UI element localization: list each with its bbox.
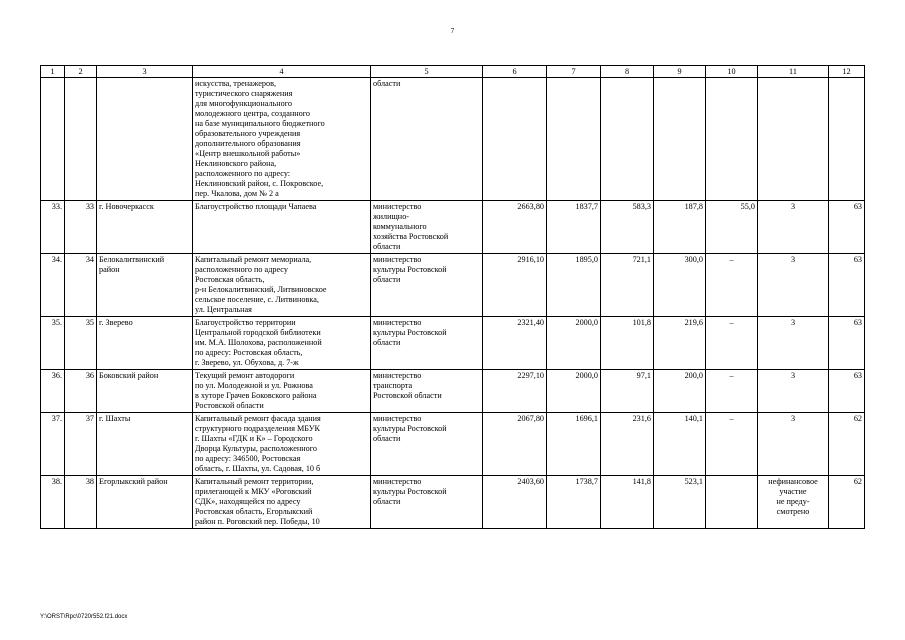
score-cell: 63 bbox=[829, 201, 865, 254]
column-header: 5 bbox=[371, 66, 483, 78]
extra-funds-cell: 140,1 bbox=[654, 413, 706, 476]
score-cell: 63 bbox=[829, 370, 865, 413]
participation-cell: 3 bbox=[758, 317, 829, 370]
local-budget-cell: 141,8 bbox=[601, 476, 654, 529]
total-amount-cell: 2297,10 bbox=[483, 370, 547, 413]
regional-budget-cell: 2000,0 bbox=[547, 317, 601, 370]
row-index-cell: 38 bbox=[65, 476, 97, 529]
local-budget-cell: 721,1 bbox=[601, 254, 654, 317]
participation-cell: нефинансовое участие не преду- смотрено bbox=[758, 476, 829, 529]
ministry-cell: министерство культуры Ростовской области bbox=[371, 317, 483, 370]
row-number-cell: 38. bbox=[41, 476, 65, 529]
local-budget-cell: 231,6 bbox=[601, 413, 654, 476]
column-header: 4 bbox=[193, 66, 371, 78]
project-description-cell: Благоустройство площади Чапаева bbox=[193, 201, 371, 254]
other-funds-cell: – bbox=[706, 317, 758, 370]
municipality-cell: Боковский район bbox=[97, 370, 193, 413]
extra-funds-cell: 219,6 bbox=[654, 317, 706, 370]
total-amount-cell bbox=[483, 78, 547, 201]
participation-cell bbox=[758, 78, 829, 201]
table-row bbox=[41, 370, 865, 413]
other-funds-cell: – bbox=[706, 413, 758, 476]
table-row bbox=[41, 78, 865, 201]
total-amount-cell: 2321,40 bbox=[483, 317, 547, 370]
row-number-cell: 35. bbox=[41, 317, 65, 370]
other-funds-cell: – bbox=[706, 254, 758, 317]
column-header: 7 bbox=[547, 66, 601, 78]
column-header: 3 bbox=[97, 66, 193, 78]
municipality-cell: Белокалитвинский район bbox=[97, 254, 193, 317]
total-amount-cell: 2663,80 bbox=[483, 201, 547, 254]
column-header: 2 bbox=[65, 66, 97, 78]
project-description-cell: Капитальный ремонт территории, прилегающей к МКУ «Роговский СДК», находящейся по адресу Ростовская область, Егорлыкский район п. Роговский пер. Победы, 10 bbox=[193, 476, 371, 529]
row-number-cell bbox=[41, 78, 65, 201]
header-row bbox=[41, 66, 865, 78]
municipality-cell: г. Зверево bbox=[97, 317, 193, 370]
row-index-cell: 36 bbox=[65, 370, 97, 413]
table-row bbox=[41, 254, 865, 317]
column-header: 6 bbox=[483, 66, 547, 78]
project-description-cell: Капитальный ремонт мемориала, расположенного по адресу Ростовская область, р-н Белокалитвинский, Литвиновское сельское поселение, с. Литвиновка, ул. Центральная bbox=[193, 254, 371, 317]
other-funds-cell bbox=[706, 476, 758, 529]
row-number-cell: 34. bbox=[41, 254, 65, 317]
table-row bbox=[41, 201, 865, 254]
row-index-cell bbox=[65, 78, 97, 201]
score-cell: 63 bbox=[829, 254, 865, 317]
column-header: 11 bbox=[758, 66, 829, 78]
total-amount-cell: 2916,10 bbox=[483, 254, 547, 317]
ministry-cell: министерство культуры Ростовской области bbox=[371, 476, 483, 529]
column-header: 1 bbox=[41, 66, 65, 78]
column-header: 9 bbox=[654, 66, 706, 78]
ministry-cell: министерство жилищно- коммунального хозяйства Ростовской области bbox=[371, 201, 483, 254]
ministry-cell: области bbox=[371, 78, 483, 201]
ministry-cell: министерство культуры Ростовской области bbox=[371, 413, 483, 476]
local-budget-cell bbox=[601, 78, 654, 201]
participation-cell: 3 bbox=[758, 201, 829, 254]
file-path-footer: Y:\ORST\Rpc\0720r552.f21.docx bbox=[40, 614, 128, 620]
project-description-cell: искусства, тренажеров, туристического снаряжения для многофункционального молодежного центра, созданного на базе муниципального бюджетного образовательного учреждения дополнительного образования «Центр внешкольной работы» Неклиновского района, расположенного по адресу: Неклиновский район, с. Покровское, пер. Чкалова, дом № 2 а bbox=[193, 78, 371, 201]
row-number-cell: 36. bbox=[41, 370, 65, 413]
participation-cell: 3 bbox=[758, 370, 829, 413]
row-index-cell: 33 bbox=[65, 201, 97, 254]
table-row bbox=[41, 317, 865, 370]
regional-budget-cell: 1837,7 bbox=[547, 201, 601, 254]
local-budget-cell: 101,8 bbox=[601, 317, 654, 370]
project-description-cell: Капитальный ремонт фасада здания структурного подразделения МБУК г. Шахты «ГДК и К» – Городского Дворца Культуры, расположенного по адресу: 346500, Ростовская область, г. Шахты, ул. Садовая, 10 б bbox=[193, 413, 371, 476]
participation-cell: 3 bbox=[758, 413, 829, 476]
ministry-cell: министерство транспорта Ростовской области bbox=[371, 370, 483, 413]
other-funds-cell: – bbox=[706, 370, 758, 413]
table-row bbox=[41, 413, 865, 476]
regional-budget-cell: 1895,0 bbox=[547, 254, 601, 317]
extra-funds-cell: 523,1 bbox=[654, 476, 706, 529]
participation-cell: 3 bbox=[758, 254, 829, 317]
municipality-cell: г. Шахты bbox=[97, 413, 193, 476]
row-index-cell: 37 bbox=[65, 413, 97, 476]
page-number: 7 bbox=[450, 27, 455, 35]
ministry-cell: министерство культуры Ростовской области bbox=[371, 254, 483, 317]
score-cell: 63 bbox=[829, 317, 865, 370]
extra-funds-cell: 300,0 bbox=[654, 254, 706, 317]
table-row bbox=[41, 476, 865, 529]
regional-budget-cell: 2000,0 bbox=[547, 370, 601, 413]
row-index-cell: 34 bbox=[65, 254, 97, 317]
project-description-cell: Благоустройство территории Центральной городской библиотеки им. М.А. Шолохова, расположенной по адресу: Ростовская область, г. Зверево, ул. Обухова, д. 7-ж bbox=[193, 317, 371, 370]
column-header: 8 bbox=[601, 66, 654, 78]
regional-budget-cell bbox=[547, 78, 601, 201]
other-funds-cell bbox=[706, 78, 758, 201]
data-table bbox=[40, 65, 865, 529]
extra-funds-cell: 187,8 bbox=[654, 201, 706, 254]
regional-budget-cell: 1696,1 bbox=[547, 413, 601, 476]
row-number-cell: 37. bbox=[41, 413, 65, 476]
regional-budget-cell: 1738,7 bbox=[547, 476, 601, 529]
total-amount-cell: 2403,60 bbox=[483, 476, 547, 529]
municipality-cell: Егорлыкский район bbox=[97, 476, 193, 529]
score-cell: 62 bbox=[829, 413, 865, 476]
extra-funds-cell: 200,0 bbox=[654, 370, 706, 413]
municipality-cell bbox=[97, 78, 193, 201]
other-funds-cell: 55,0 bbox=[706, 201, 758, 254]
extra-funds-cell bbox=[654, 78, 706, 201]
local-budget-cell: 97,1 bbox=[601, 370, 654, 413]
local-budget-cell: 583,3 bbox=[601, 201, 654, 254]
column-header: 10 bbox=[706, 66, 758, 78]
row-number-cell: 33. bbox=[41, 201, 65, 254]
project-description-cell: Текущий ремонт автодороги по ул. Молодежной и ул. Рожнова в хуторе Грачев Боковского района Ростовской области bbox=[193, 370, 371, 413]
municipality-cell: г. Новочеркасск bbox=[97, 201, 193, 254]
total-amount-cell: 2067,80 bbox=[483, 413, 547, 476]
score-cell bbox=[829, 78, 865, 201]
row-index-cell: 35 bbox=[65, 317, 97, 370]
score-cell: 62 bbox=[829, 476, 865, 529]
column-header: 12 bbox=[829, 66, 865, 78]
